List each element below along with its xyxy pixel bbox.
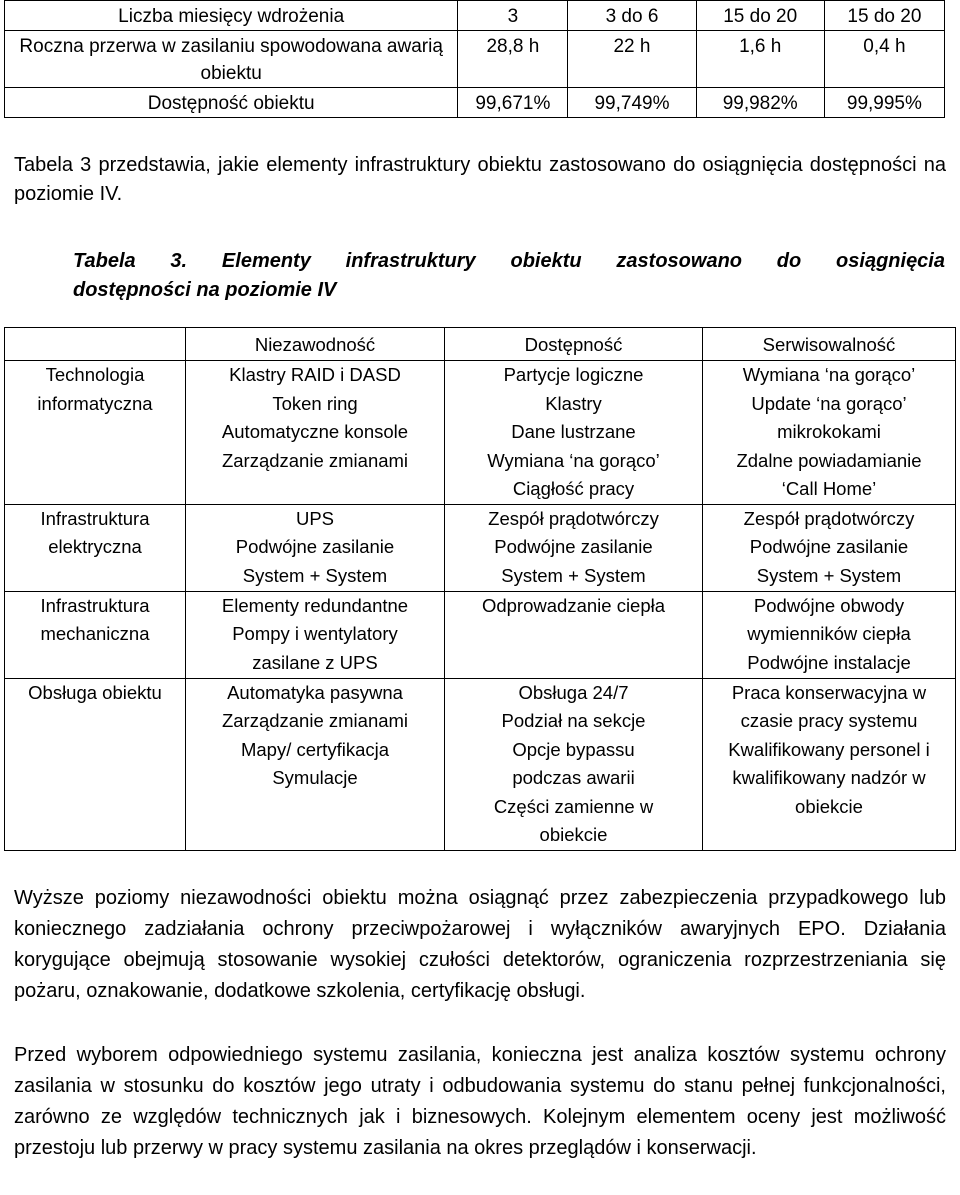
table-cell: 0,4 h — [824, 31, 944, 88]
text-line: kwalifikowany nadzór w — [732, 767, 926, 788]
row-label — [5, 678, 186, 850]
row-label: Roczna przerwa w zasilaniu spowodowana awarią obiektu — [5, 31, 458, 88]
table-row — [5, 504, 956, 591]
text-line: Zarządzanie zmianami — [221, 710, 409, 731]
text-line: Podwójne instalacje — [747, 651, 911, 673]
table-cell — [703, 591, 956, 678]
text-line: mechaniczna — [40, 623, 150, 644]
text-line: Zarządzanie zmianami — [221, 449, 409, 471]
text-line: Wymiana ‘na gorąco’ — [742, 364, 916, 385]
header-cell-empty — [5, 328, 186, 361]
text-line: Token ring — [272, 392, 358, 414]
row-label — [5, 591, 186, 678]
text-line: Infrastruktura — [40, 594, 150, 616]
text-line: System + System — [242, 564, 388, 586]
text-line: podczas awarii — [512, 767, 635, 788]
text-line: mikrokokami — [777, 421, 881, 442]
table-cell: 15 do 20 — [696, 1, 824, 31]
text-line: Elementy redundantne — [221, 594, 409, 616]
text-line: Klastry — [545, 392, 602, 414]
text-line: Zdalne powiadamianie — [736, 449, 922, 471]
table-row — [5, 591, 956, 678]
table-cell: 22 h — [568, 31, 696, 88]
table-cell — [186, 504, 445, 591]
text-line: Symulacje — [272, 767, 358, 788]
intro-paragraph: Tabela 3 przedstawia, jakie elementy infrastruktury obiektu zastosowano do osiągnięcia dostępności na poziomie IV. — [14, 154, 946, 205]
text-line: Update ‘na gorąco’ — [751, 392, 907, 414]
table-cell — [703, 504, 956, 591]
text-line: Partycje logiczne — [503, 364, 644, 385]
table-cell: 3 do 6 — [568, 1, 696, 31]
row-label — [5, 504, 186, 591]
text-line: Zespół prądotwórczy — [743, 507, 915, 529]
text-line: ‘Call Home’ — [781, 478, 877, 499]
text-line: Części zamienne w — [493, 795, 654, 817]
tier-comparison-table — [4, 0, 945, 118]
text-line: UPS — [295, 507, 335, 529]
text-line: Podział na sekcje — [501, 710, 646, 731]
text-line: Automatyka pasywna — [227, 681, 403, 703]
text-line: Klastry RAID i DASD — [229, 364, 401, 385]
table-cell — [186, 591, 445, 678]
text-line: Ciągłość pracy — [512, 478, 635, 499]
table-cell — [445, 678, 703, 850]
text-line: Technologia — [45, 364, 145, 385]
body-paragraph: Przed wyborem odpowiedniego systemu zasilania, konieczna jest analiza kosztów systemu ochrony zasilania w stosunku do kosztów jego utraty i odbudowania systemu do stanu pełnej funkcjonalności, zarówno ze względów technicznych jak i biznesowych. Kolejnym elementem oceny jest możliwość przestoju lub przerwy w pracy systemu zasilania na okres przeglądów i konserwacji. — [14, 1044, 946, 1159]
text-line: Wymiana ‘na gorąco’ — [487, 449, 660, 471]
header-cell: Serwisowalność — [703, 328, 956, 361]
table-cell: 1,6 h — [696, 31, 824, 88]
table-row — [5, 678, 956, 850]
text-line: elektryczna — [48, 536, 142, 557]
text-line: System + System — [501, 564, 646, 586]
table-cell — [186, 678, 445, 850]
table-caption-continued: dostępności na poziomie IV — [73, 279, 337, 301]
table-cell: 28,8 h — [458, 31, 568, 88]
table-caption: Tabela 3. Elementy infrastruktury obiektu zastosowano do osiągnięcia — [73, 250, 945, 272]
table-header-row — [5, 328, 956, 361]
text-line: czasie pracy systemu — [740, 710, 918, 731]
text-line: Zespół prądotwórczy — [488, 507, 659, 529]
text-line: Pompy i wentylatory — [232, 623, 398, 644]
text-line: Obsługa obiektu — [28, 681, 162, 703]
table-row — [5, 1, 945, 31]
table-cell — [186, 361, 445, 505]
table-cell — [445, 504, 703, 591]
text-line: Podwójne zasilanie — [235, 536, 395, 557]
table-cell: 15 do 20 — [824, 1, 944, 31]
row-label — [5, 361, 186, 505]
text-line: Podwójne zasilanie — [749, 536, 909, 557]
table-row — [5, 31, 945, 88]
header-cell: Niezawodność — [186, 328, 445, 361]
text-line: Opcje bypassu — [512, 738, 635, 760]
table-cell — [445, 591, 703, 678]
table-cell: 99,982% — [696, 88, 824, 118]
text-line: wymienników ciepła — [747, 623, 911, 644]
text-line: zasilane z UPS — [252, 651, 378, 673]
text-line: Odprowadzanie ciepła — [481, 594, 666, 616]
text-line: Podwójne obwody — [753, 594, 905, 616]
table-row — [5, 361, 956, 505]
row-label: Liczba miesięcy wdrożenia — [5, 1, 458, 31]
row-label: Dostępność obiektu — [5, 88, 458, 118]
text-line: Infrastruktura — [40, 507, 150, 529]
header-cell: Dostępność — [445, 328, 703, 361]
text-line: System + System — [756, 564, 902, 586]
text-line: informatyczna — [37, 392, 153, 414]
text-line: Mapy/ certyfikacja — [240, 738, 390, 760]
table-row — [5, 88, 945, 118]
table-cell — [445, 361, 703, 505]
table-cell: 99,671% — [458, 88, 568, 118]
text-line: obiekcie — [795, 795, 863, 817]
text-line: Podwójne zasilanie — [494, 536, 653, 557]
text-line: obiekcie — [539, 824, 608, 845]
table-cell: 99,995% — [824, 88, 944, 118]
text-line: Dane lustrzane — [511, 421, 636, 442]
table-cell: 99,749% — [568, 88, 696, 118]
table-cell — [703, 678, 956, 850]
infrastructure-elements-table — [4, 327, 956, 851]
text-line: Kwalifikowany personel i — [728, 738, 930, 760]
body-paragraph: Wyższe poziomy niezawodności obiektu można osiągnąć przez zabezpieczenia przypadkowego lub koniecznego zadziałania ochrony przeciwpożarowej i wyłączników awaryjnych EPO. Działania korygujące obejmują stosowanie wysokiej czułości detektorów, ograniczenia rozprzestrzeniania się pożaru, oznakowanie, dodatkowe szkolenia, certyfikację obsługi. — [14, 887, 946, 1002]
table-cell — [703, 361, 956, 505]
text-line: Praca konserwacyjna w — [731, 681, 927, 703]
text-line: Obsługa 24/7 — [518, 681, 629, 703]
text-line: Automatyczne konsole — [221, 421, 409, 442]
table-cell: 3 — [458, 1, 568, 31]
